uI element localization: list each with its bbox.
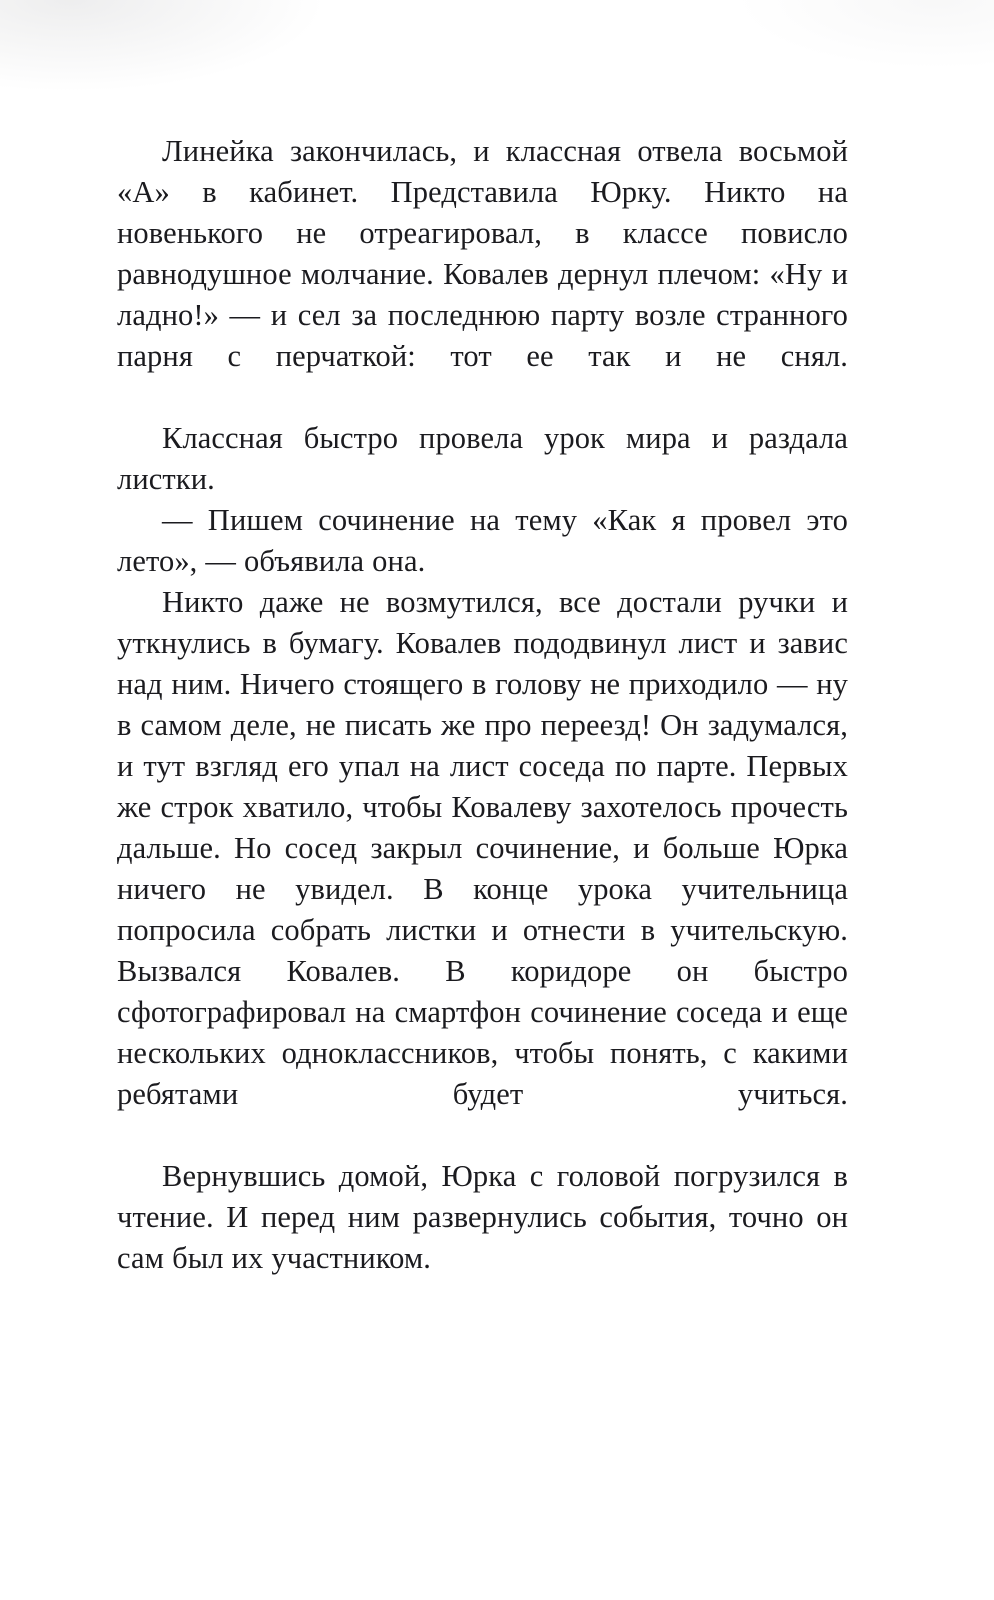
paragraph: Классная быстро провела урок мира и раздала листки. [117,421,848,496]
page-text-block [117,131,848,1279]
scan-shadow-top-left [0,0,320,90]
paragraph: — Пишем сочинение на тему «Как я провел это лето», — объявила она. [117,503,848,578]
paragraph: Никто даже не возмутился, все достали ручки и уткнулись в бумагу. Ковалев пододвинул лист и завис над ним. Ничего стоящего в голову не приходило — ну в самом деле, не писать же про переезд! Он задумался, и тут взгляд его упал на лист соседа по парте. Первых же строк хватило, чтобы Ковалеву захотелось прочесть дальше. Но сосед закрыл сочинение, и больше Юрка ничего не увидел. В конце урока учительница попросила собрать листки и отнести в учительскую. Вызвался Ковалев. В коридоре он быстро сфотографировал на смартфон сочинение соседа и еще нескольких одноклассников, чтобы понять, с какими ребятами будет учиться. [117,585,848,1111]
paragraph: Вернувшись домой, Юрка с головой погрузился в чтение. И перед ним развернулись события, точно он сам был их участником. [117,1159,848,1275]
paragraph: Линейка закончилась, и классная отвела восьмой «А» в кабинет. Представила Юрку. Никто на новенького не отреагировал, в классе повисло равнодушное молчание. Ковалев дернул плечом: «Ну и ладно!» — и сел за последнюю парту возле странного парня с перчаткой: тот ее так и не снял. [117,134,848,373]
scan-shadow-top-right [734,0,994,70]
